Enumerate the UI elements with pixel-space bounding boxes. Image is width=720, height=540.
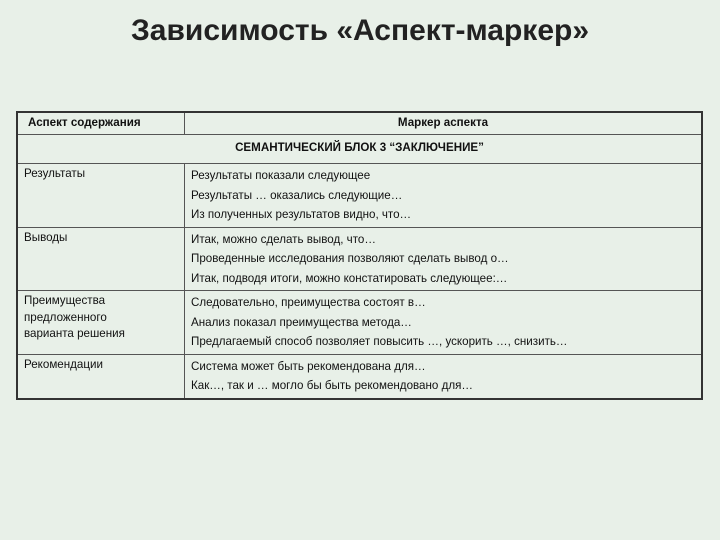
aspect-text: Результаты bbox=[24, 167, 86, 180]
marker-line: Из полученных результатов видно, что… bbox=[191, 208, 412, 221]
marker-line: Итак, подводя итоги, можно констатировать следующее:… bbox=[191, 271, 508, 285]
aspect-text: предложенного bbox=[24, 310, 107, 324]
marker-line: Как…, так и … могло бы быть рекомендовано для… bbox=[191, 379, 473, 392]
slide-title: Зависимость «Аспект-маркер» bbox=[130, 14, 590, 47]
marker-line: Предлагаемый способ позволяет повысить …, ускорить …, снизить… bbox=[191, 335, 568, 348]
table-row bbox=[17, 291, 702, 355]
aspect-text: варианта решения bbox=[24, 327, 125, 340]
table-row bbox=[17, 227, 702, 291]
section-band-row bbox=[17, 135, 702, 164]
marker-cell bbox=[185, 227, 703, 291]
marker-line: Анализ показал преимущества метода… bbox=[191, 315, 412, 329]
table-header-row bbox=[17, 112, 702, 135]
marker-line: Результаты … оказались следующие… bbox=[191, 188, 403, 202]
aspect-text: Выводы bbox=[24, 230, 68, 244]
section-band: СЕМАНТИЧЕСКИЙ БЛОК 3 “ЗАКЛЮЧЕНИЕ” bbox=[17, 135, 702, 164]
aspect-cell bbox=[17, 354, 185, 399]
marker-line: Следовательно, преимущества состоят в… bbox=[191, 296, 426, 309]
marker-line: Проведенные исследования позволяют сделать вывод о… bbox=[191, 252, 509, 265]
aspect-text: Преимущества bbox=[24, 294, 106, 307]
table-row bbox=[17, 164, 702, 228]
marker-line: Итак, можно сделать вывод, что… bbox=[191, 232, 376, 246]
aspect-marker-table bbox=[16, 111, 703, 400]
table-row bbox=[17, 354, 702, 399]
aspect-cell bbox=[17, 164, 185, 228]
marker-cell bbox=[185, 164, 703, 228]
marker-line: Система может быть рекомендована для… bbox=[191, 359, 426, 373]
marker-cell bbox=[185, 354, 703, 399]
marker-cell bbox=[185, 291, 703, 355]
header-aspect: Аспект содержания bbox=[17, 112, 185, 135]
aspect-text: Рекомендации bbox=[24, 357, 103, 371]
aspect-cell bbox=[17, 291, 185, 355]
header-marker: Маркер аспекта bbox=[185, 112, 703, 135]
aspect-cell bbox=[17, 227, 185, 291]
marker-line: Результаты показали следующее bbox=[191, 169, 371, 182]
